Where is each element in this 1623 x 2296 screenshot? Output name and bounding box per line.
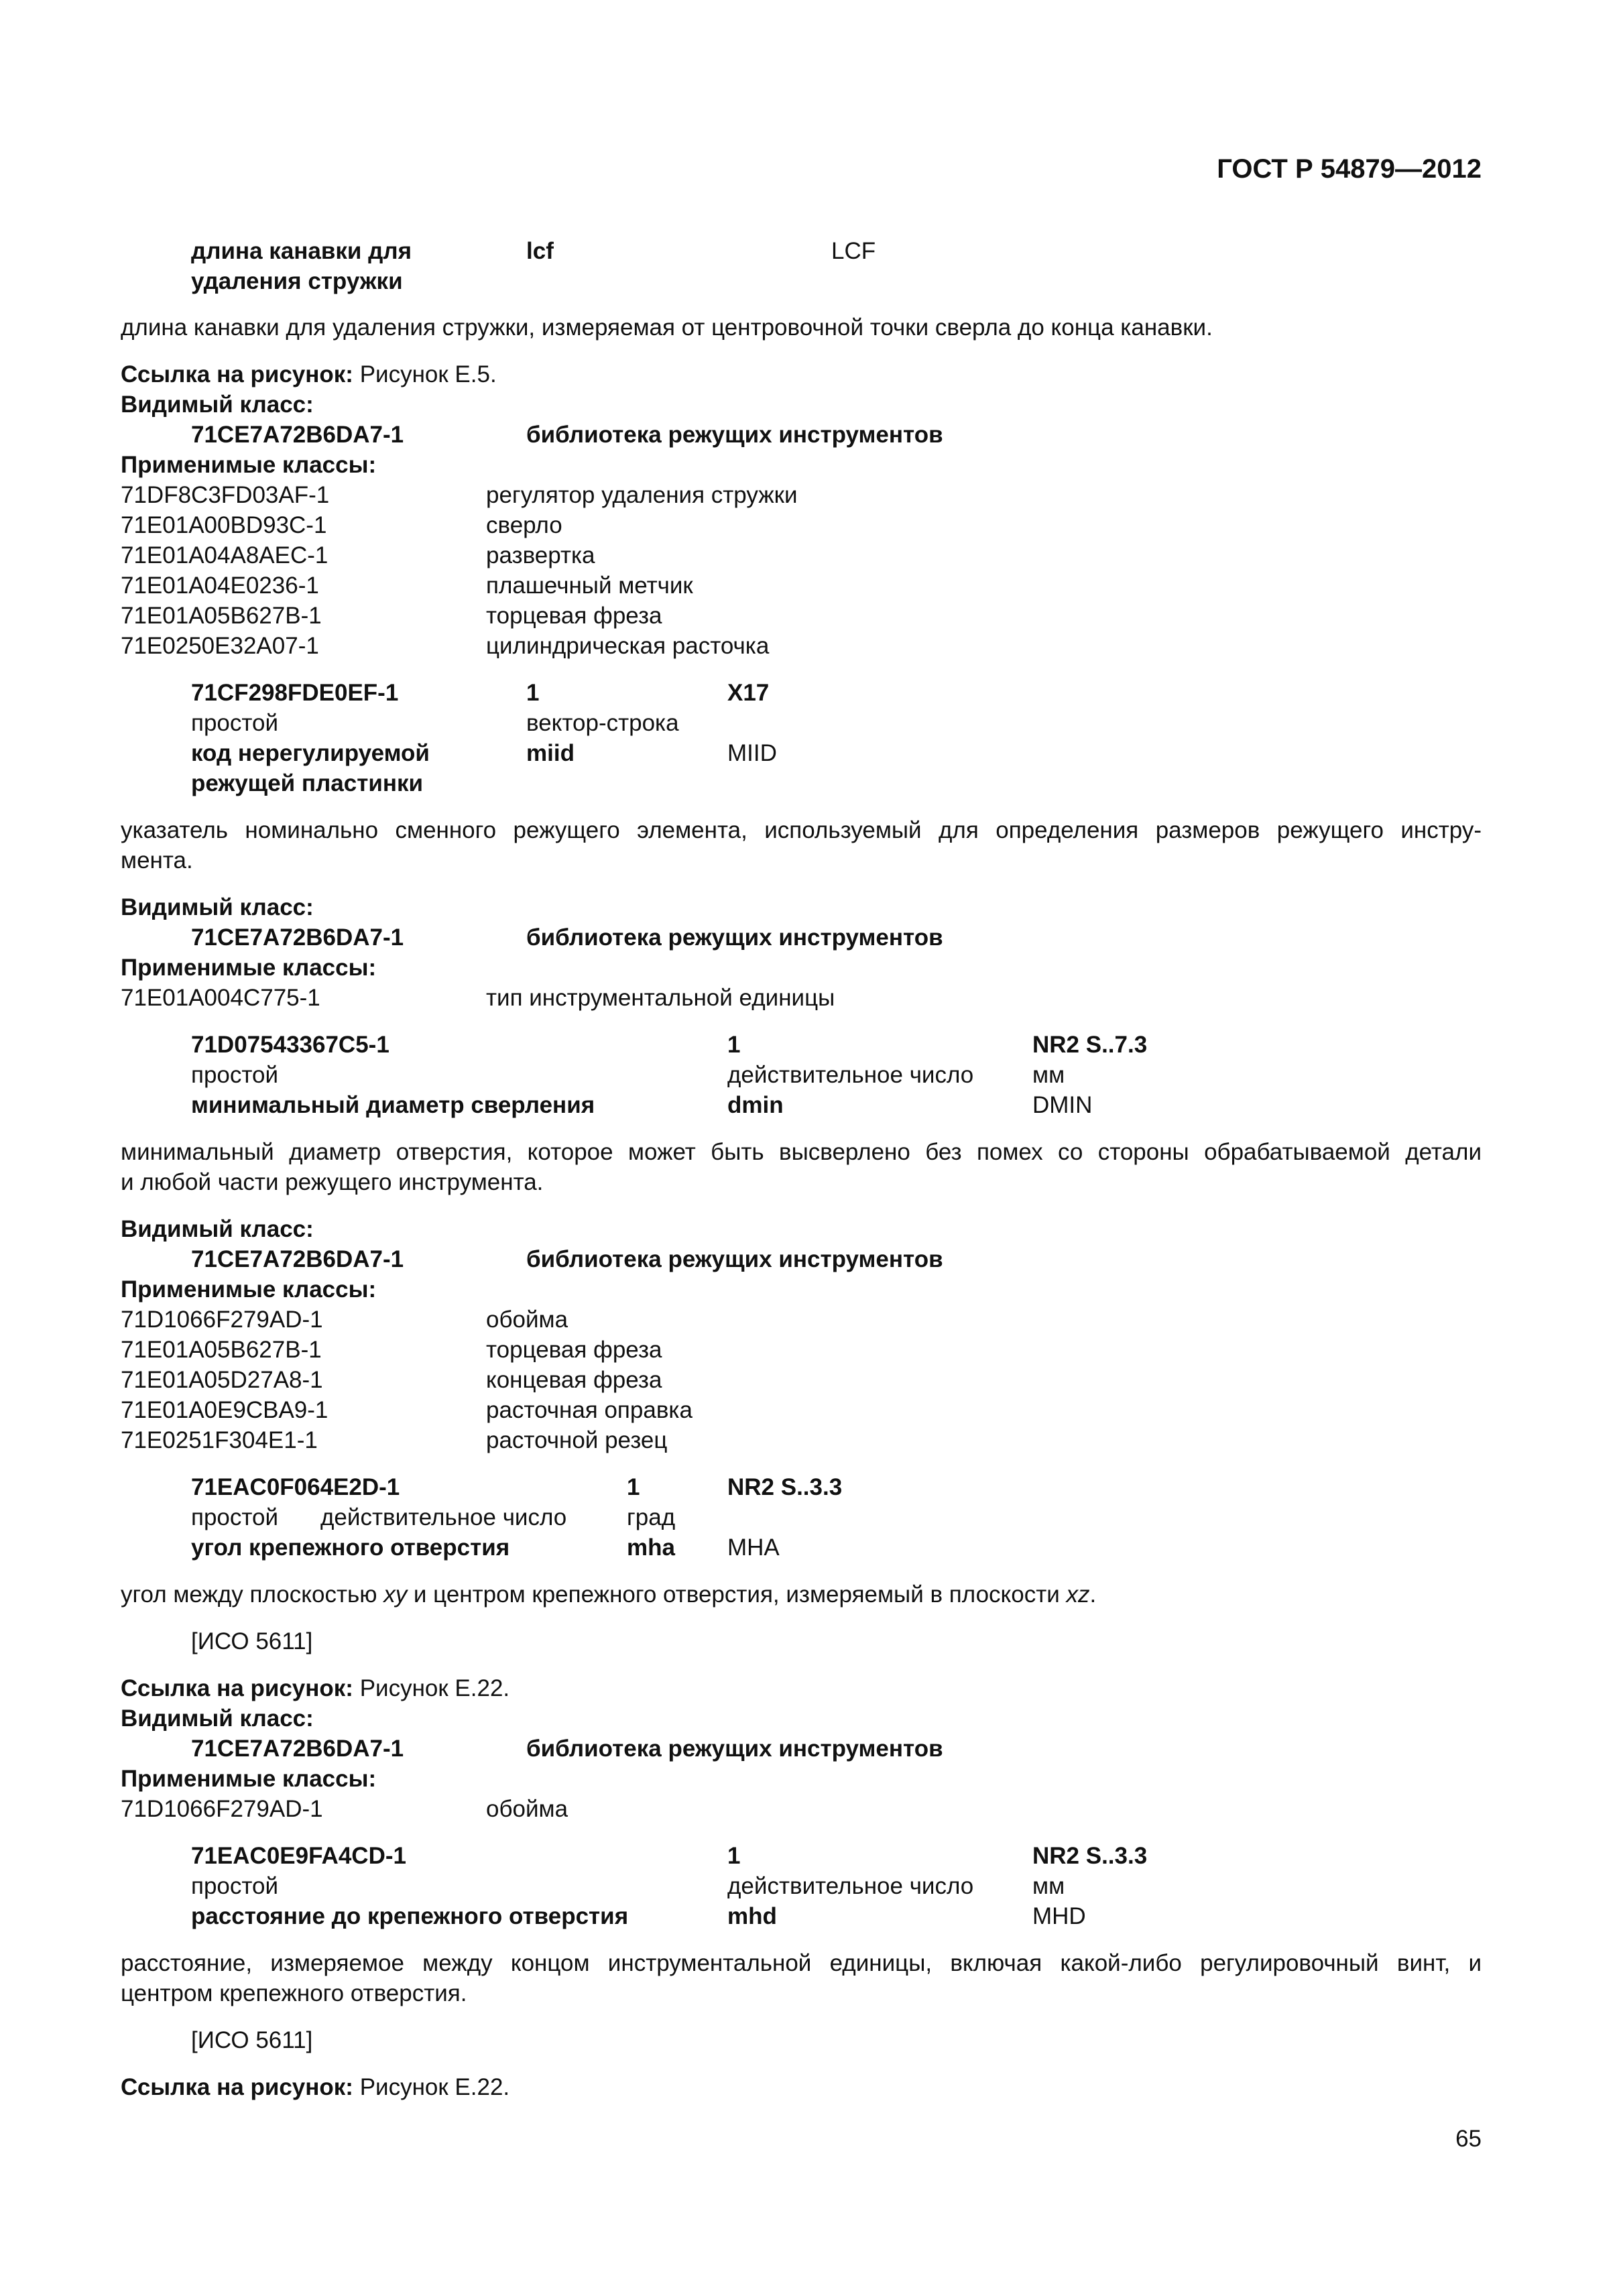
entry5-type: простой (191, 1873, 279, 1899)
entry4-figure-ref (121, 1673, 509, 1703)
entry5-datatype: действительное число (727, 1873, 974, 1899)
applicable-class-id: 71E01A05B627B-1 (121, 1337, 322, 1363)
entry2-visible-class-id: 71CE7A72B6DA7-1 (191, 924, 404, 951)
entry3-visible-class-name: библиотека режущих инструментов (526, 1246, 943, 1272)
applicable-class-name: концевая фреза (486, 1367, 662, 1393)
entry5-format: NR2 S..3.3 (1032, 1843, 1148, 1869)
entry3-unit: мм (1032, 1062, 1065, 1088)
entry4-visible-class-id: 71CE7A72B6DA7-1 (191, 1736, 404, 1762)
applicable-class-name: обойма (486, 1307, 568, 1333)
entry2-applicable-label: Применимые классы: (121, 955, 377, 981)
figure-ref-label: Ссылка на рисунок: (121, 361, 353, 387)
entry2-format: X17 (727, 680, 770, 706)
entry3-visible-class-label: Видимый класс: (121, 1216, 314, 1242)
definition-line: расстояние, измеряемое между концом инструментальной единицы, включая какой-либо регулировочный винт, и (121, 1950, 1482, 1976)
entry4-visible-class-name: библиотека режущих инструментов (526, 1736, 943, 1762)
applicable-class-name: развертка (486, 542, 595, 568)
applicable-class-id: 71E01A004C775-1 (121, 985, 320, 1011)
figure-ref-value: Рисунок Е.22. (359, 1675, 510, 1701)
entry4-source: [ИСО 5611] (191, 1628, 313, 1654)
entry1-figure-ref (121, 359, 497, 389)
definition-text: и центром крепежного отверстия, измеряемый в плоскости (407, 1581, 1067, 1608)
entry2-version: 1 (526, 680, 540, 706)
entry3-definition (121, 1137, 1482, 1167)
entry2-datatype: вектор-строка (526, 710, 679, 736)
definition-line: указатель номинально сменного режущего элемента, используемый для определения размеров режущего инстру- (121, 817, 1482, 843)
definition-line: минимальный диаметр отверстия, которое может быть высверлено без помех со стороны обрабатываемой детали (121, 1139, 1482, 1165)
entry1-visible-class-id: 71CE7A72B6DA7-1 (191, 422, 404, 448)
applicable-class-id: 71E01A05B627B-1 (121, 603, 322, 629)
entry3-applicable-label: Применимые классы: (121, 1276, 377, 1303)
entry3-code: DMIN (1032, 1092, 1093, 1118)
entry2-short-name: miid (526, 740, 575, 766)
entry4-unit: град (627, 1504, 676, 1530)
applicable-class-name: расточная оправка (486, 1397, 693, 1423)
entry2-name-line2: режущей пластинки (191, 770, 424, 796)
applicable-class-name: регулятор удаления стружки (486, 482, 798, 508)
entry1-applicable-label: Применимые классы: (121, 452, 377, 478)
applicable-class-name: торцевая фреза (486, 1337, 662, 1363)
entry2-code: MIID (727, 740, 777, 766)
applicable-class-id: 71DF8C3FD03AF-1 (121, 482, 330, 508)
entry1-visible-class-label: Видимый класс: (121, 391, 314, 418)
definition-text: . (1089, 1581, 1097, 1608)
entry4-datatype: действительное число (320, 1504, 567, 1530)
definition-text: угол между плоскостью (121, 1581, 384, 1608)
applicable-class-name: сверло (486, 512, 562, 538)
entry1-definition: длина канавки для удаления стружки, измеряемая от центровочной точки сверла до конца канавки. (121, 314, 1213, 341)
entry4-short-name: mha (627, 1534, 675, 1561)
entry4-id: 71EAC0F064E2D-1 (191, 1474, 400, 1500)
page-number: 65 (1455, 2126, 1482, 2152)
entry5-code: MHD (1032, 1903, 1086, 1929)
entry5-version: 1 (727, 1843, 741, 1869)
applicable-class-id: 71D1066F279AD-1 (121, 1307, 323, 1333)
applicable-class-name: плашечный метчик (486, 572, 693, 599)
entry2-type: простой (191, 710, 279, 736)
entry5-unit: мм (1032, 1873, 1065, 1899)
applicable-class-name: торцевая фреза (486, 603, 662, 629)
entry1-visible-class-name: библиотека режущих инструментов (526, 422, 943, 448)
applicable-class-name: тип инструментальной единицы (486, 985, 835, 1011)
entry4-format: NR2 S..3.3 (727, 1474, 843, 1500)
definition-line: и любой части режущего инструмента. (121, 1169, 544, 1195)
entry4-type: простой (191, 1504, 279, 1530)
entry5-id: 71EAC0E9FA4CD-1 (191, 1843, 406, 1869)
entry4-visible-class-label: Видимый класс: (121, 1705, 314, 1732)
entry2-id: 71CF298FDE0EF-1 (191, 680, 399, 706)
applicable-class-id: 71D1066F279AD-1 (121, 1796, 323, 1822)
entry4-definition (121, 1579, 1096, 1610)
applicable-class-id: 71E01A05D27A8-1 (121, 1367, 323, 1393)
entry3-format: NR2 S..7.3 (1032, 1032, 1148, 1058)
applicable-class-id: 71E01A04E0236-1 (121, 572, 319, 599)
figure-ref-label: Ссылка на рисунок: (121, 2074, 353, 2100)
entry3-id: 71D07543367C5-1 (191, 1032, 389, 1058)
entry4-code: MHA (727, 1534, 780, 1561)
entry2-visible-class-name: библиотека режущих инструментов (526, 924, 943, 951)
applicable-class-id: 71E0250E32A07-1 (121, 633, 319, 659)
applicable-class-name: расточной резец (486, 1427, 668, 1453)
entry3-visible-class-id: 71CE7A72B6DA7-1 (191, 1246, 404, 1272)
entry2-visible-class-label: Видимый класс: (121, 894, 314, 920)
entry2-name-line1: код нерегулируемой (191, 740, 430, 766)
entry5-name: расстояние до крепежного отверстия (191, 1903, 629, 1929)
entry1-name-line2: удаления стружки (191, 268, 403, 294)
plane-xz: xz (1066, 1581, 1090, 1608)
entry5-figure-ref (121, 2072, 509, 2102)
entry3-short-name: dmin (727, 1092, 784, 1118)
applicable-class-id: 71E01A04A8AEC-1 (121, 542, 328, 568)
applicable-class-name: цилиндрическая расточка (486, 633, 770, 659)
applicable-class-id: 71E01A0E9CBA9-1 (121, 1397, 328, 1423)
figure-ref-value: Рисунок Е.5. (359, 361, 497, 387)
entry3-datatype: действительное число (727, 1062, 974, 1088)
applicable-class-id: 71E01A00BD93C-1 (121, 512, 327, 538)
applicable-class-id: 71E0251F304E1-1 (121, 1427, 318, 1453)
entry2-definition (121, 815, 1482, 845)
plane-xy: xy (383, 1581, 408, 1608)
entry5-short-name: mhd (727, 1903, 777, 1929)
definition-line: мента. (121, 847, 193, 873)
entry3-name: минимальный диаметр сверления (191, 1092, 595, 1118)
entry1-code: LCF (831, 238, 876, 264)
figure-ref-value: Рисунок Е.22. (359, 2074, 510, 2100)
entry4-name: угол крепежного отверстия (191, 1534, 510, 1561)
entry3-type: простой (191, 1062, 279, 1088)
definition-line: центром крепежного отверстия. (121, 1980, 467, 2006)
entry5-source: [ИСО 5611] (191, 2027, 313, 2053)
document-header: ГОСТ Р 54879—2012 (1217, 154, 1482, 184)
applicable-class-name: обойма (486, 1796, 568, 1822)
entry4-applicable-label: Применимые классы: (121, 1766, 377, 1792)
entry1-short-name: lcf (526, 238, 554, 264)
entry5-definition (121, 1948, 1482, 1978)
entry4-version: 1 (627, 1474, 640, 1500)
figure-ref-label: Ссылка на рисунок: (121, 1675, 353, 1701)
entry3-version: 1 (727, 1032, 741, 1058)
entry1-name-line1: длина канавки для (191, 238, 412, 264)
